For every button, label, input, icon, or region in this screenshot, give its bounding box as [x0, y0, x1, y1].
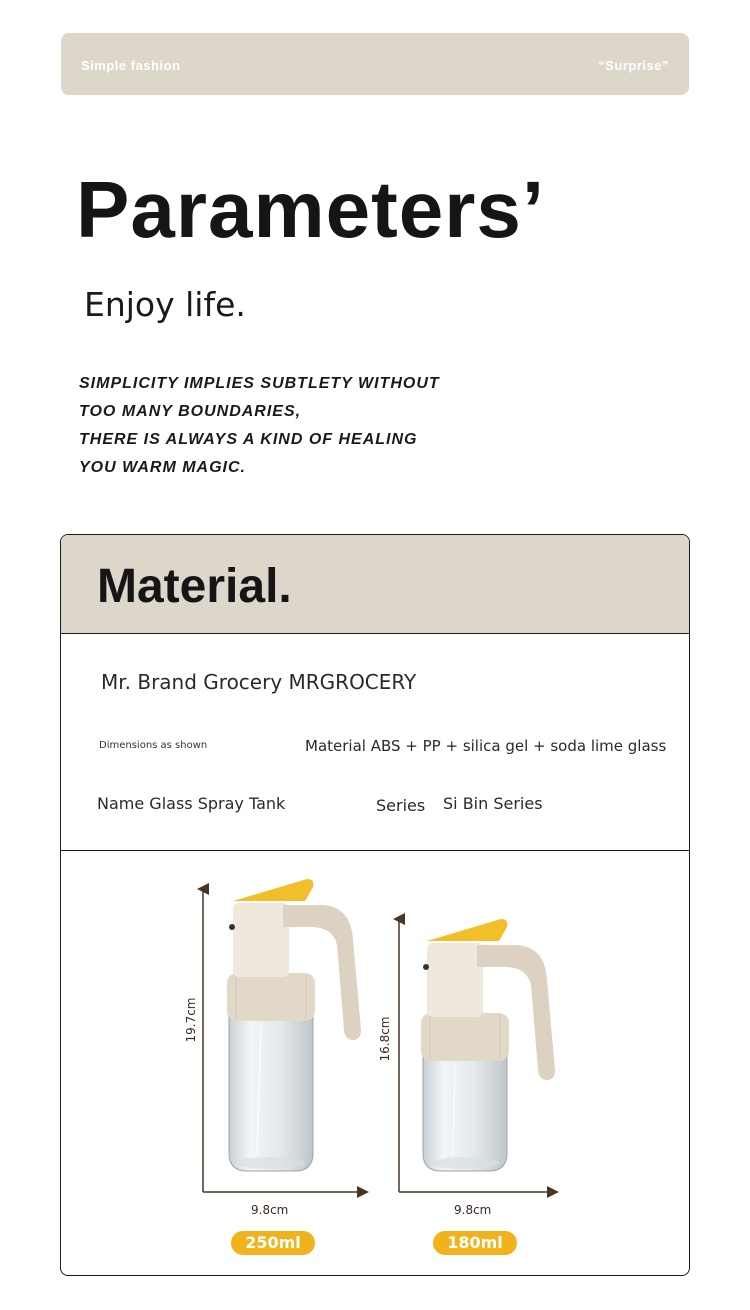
tagline-line: TOO MANY BOUNDARIES,	[79, 403, 302, 420]
dimensions-note: Dimensions as shown	[99, 740, 208, 751]
height-label-180ml: 16.8cm	[378, 1016, 392, 1062]
material-title: Material.	[97, 560, 292, 613]
width-label-250ml: 9.8cm	[251, 1203, 289, 1217]
product-name-spec: Name Glass Spray Tank	[97, 794, 286, 813]
banner-left-text: Simple fashion	[81, 58, 181, 73]
tagline-block	[79, 370, 499, 482]
tagline-line: SIMPLICITY IMPLIES SUBTLETY WITHOUT	[79, 375, 440, 392]
material-card	[60, 534, 690, 1276]
bottle-180ml	[399, 919, 555, 1192]
banner-right-text: “Surprise”	[598, 58, 669, 73]
capacity-badge-250ml: 250ml	[231, 1231, 315, 1255]
material-spec: Material ABS + PP + silica gel + soda lime glass	[305, 737, 667, 755]
series-label: Series	[376, 796, 426, 815]
page-subheading: Enjoy life.	[84, 285, 246, 324]
tagline-line: THERE IS ALWAYS A KIND OF HEALING	[79, 431, 418, 448]
tagline-line: YOU WARM MAGIC.	[79, 459, 246, 476]
capacity-badge-180ml: 180ml	[433, 1231, 517, 1255]
product-illustration	[61, 535, 689, 1275]
series-value: Si Bin Series	[443, 794, 543, 813]
height-label-250ml: 19.7cm	[184, 997, 198, 1043]
bottle-250ml	[203, 879, 363, 1192]
width-label-180ml: 9.8cm	[454, 1203, 492, 1217]
page-headline: Parameters’	[76, 165, 546, 254]
top-banner	[61, 33, 689, 95]
brand-line: Mr. Brand Grocery MRGROCERY	[101, 670, 417, 694]
